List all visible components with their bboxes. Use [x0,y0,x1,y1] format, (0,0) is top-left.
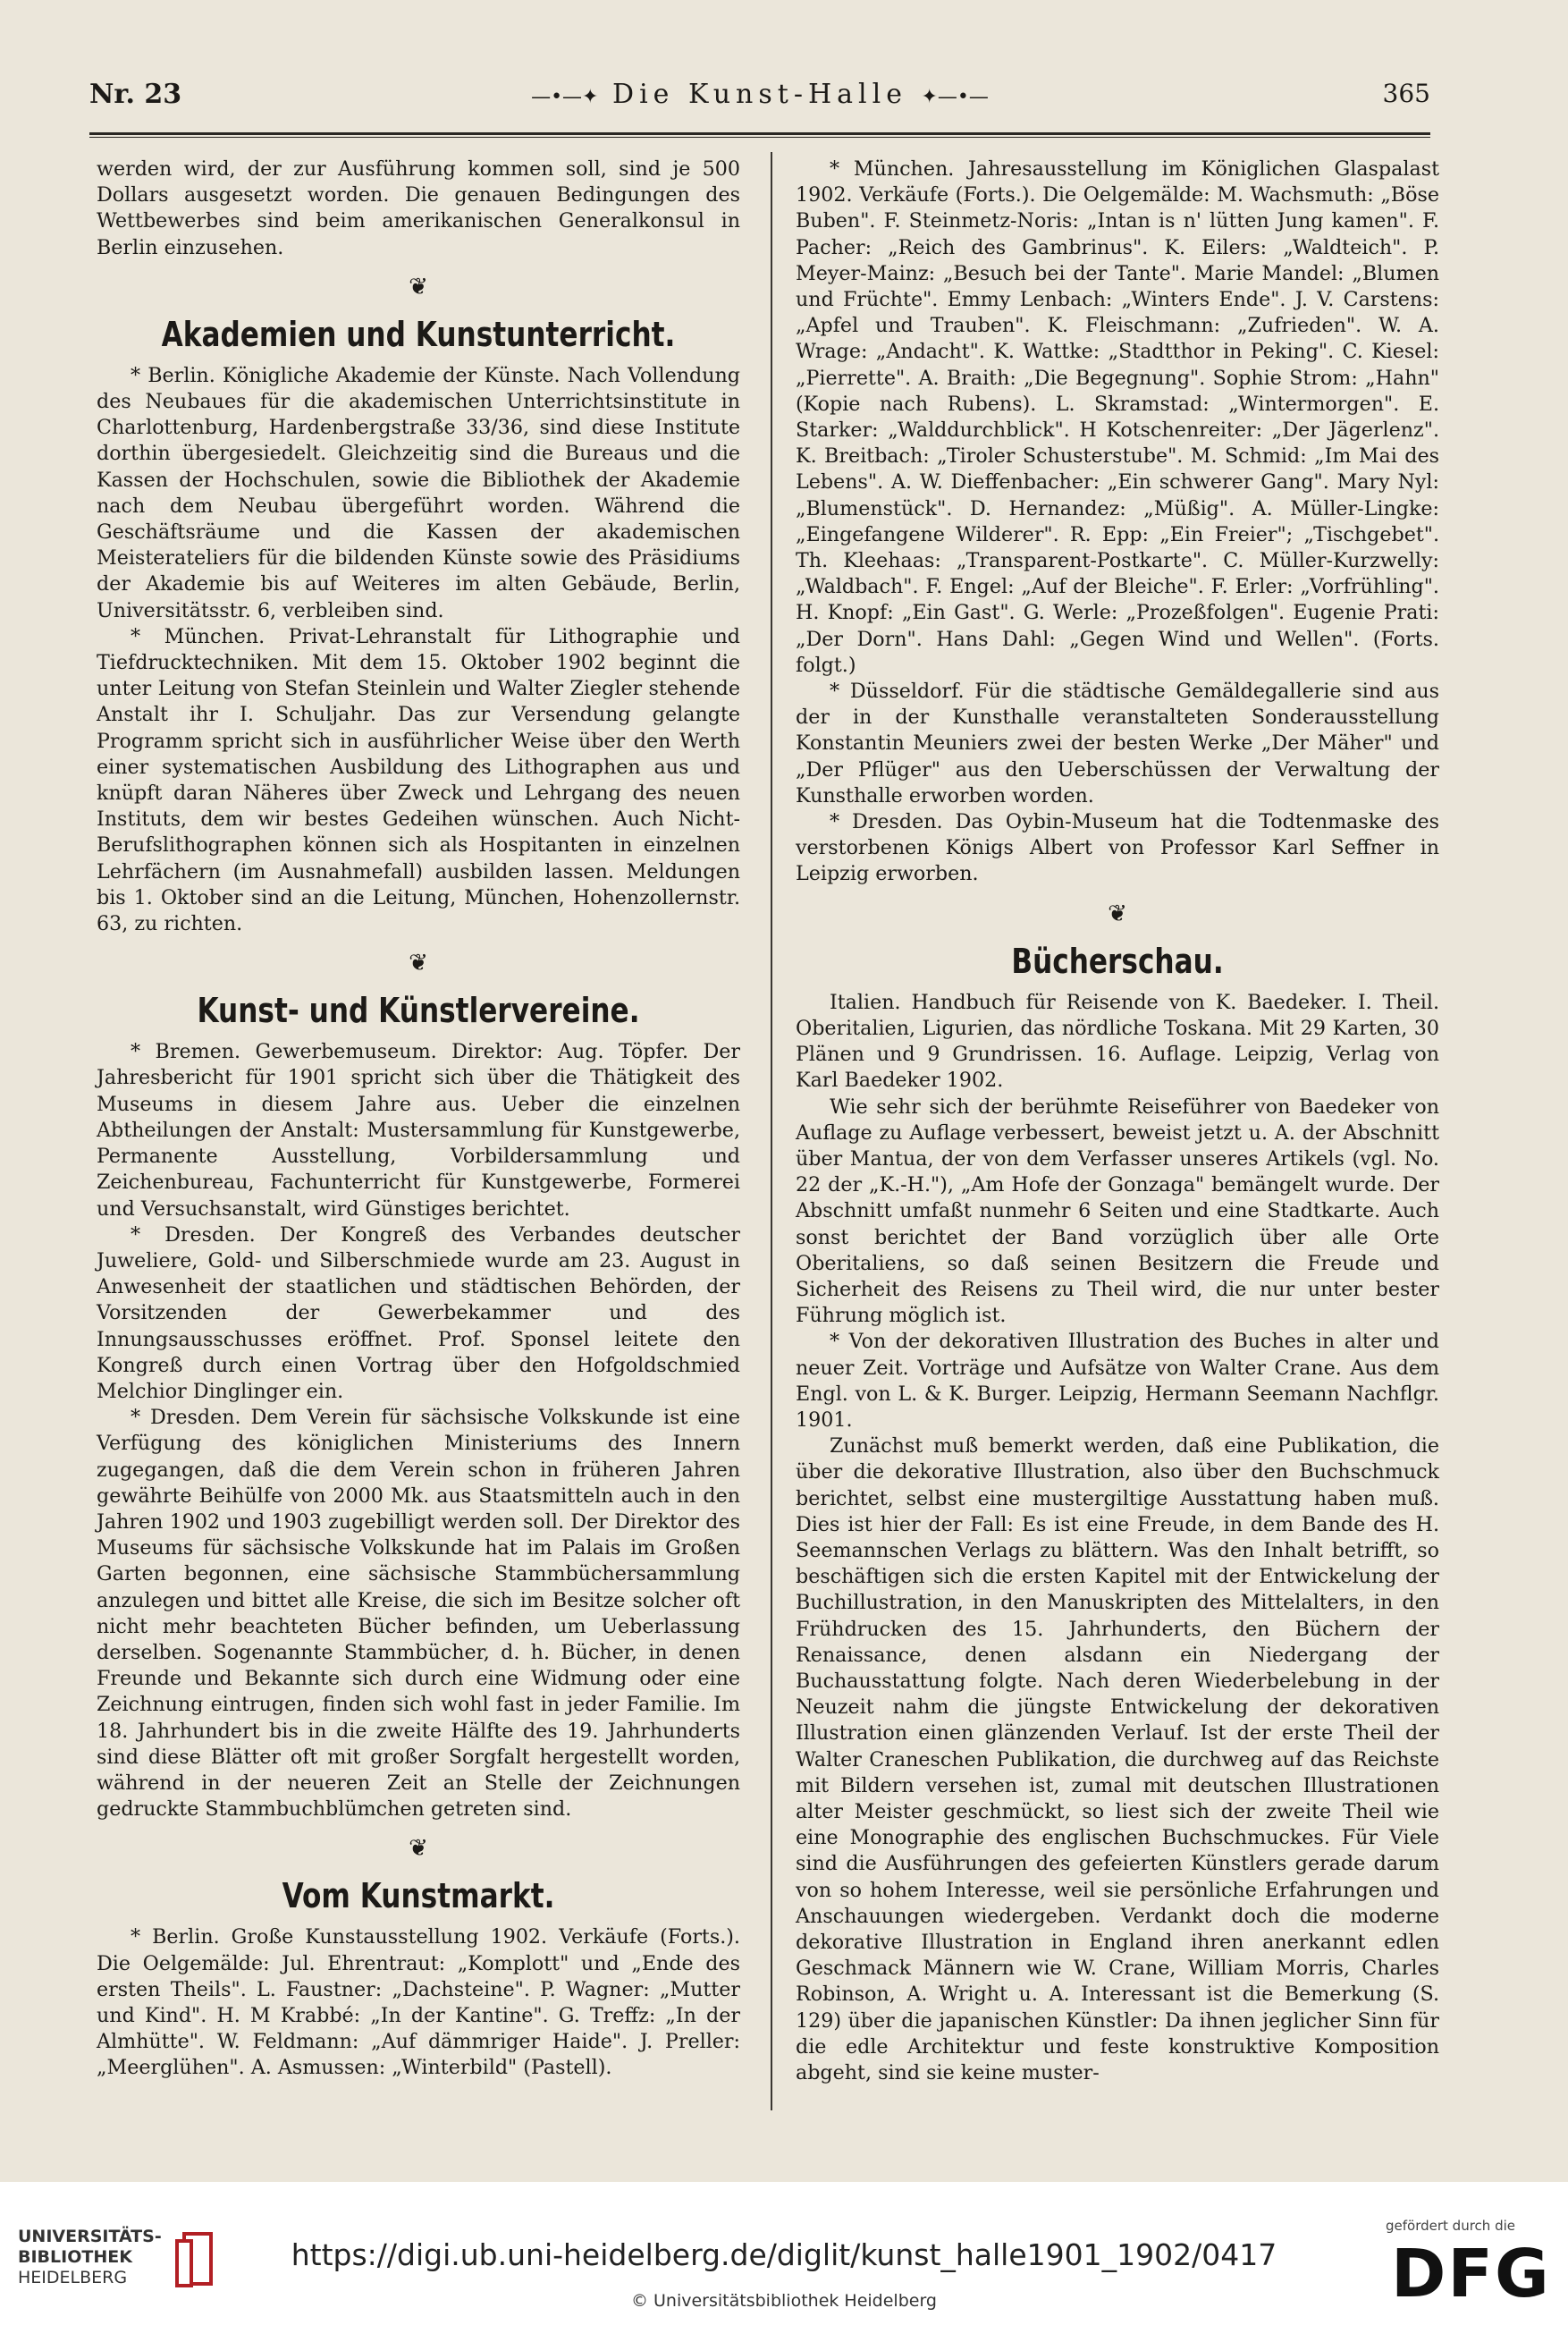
review-baedeker-title: Italien. Handbuch für Reisende von K. Baedeker. I. Theil. Oberitalien, Ligurien, das nördliche Toskana. Mit 29 Karten, 30 Plänen und 9 Grundrissen. 16. Auflage. Leipzig, Verlag von Karl Baedeker 1902. [796,990,1439,1093]
article-berlin-akademie: * Berlin. Königliche Akademie der Künste. Nach Vollendung des Neubaues für die akademischen Unterrichtsinstitute in Charlottenburg, Hardenbergstraße 33/36, sind diese Institute dorthin übergesiedelt. Gleichzeitig sind die Bureaus und die Kassen der Hochschulen, sowie die Bibliothek der Akademie nach dem Neubau übergeführt worden. Während die Geschäftsräume und die Kassen der akademischen Meisterateliers für die bildenden Künste sowie des Präsidiums der Akademie bis auf Weiteres im alten Gebäude, Berlin, Universitätsstr. 6, verbleiben sind. [97,363,740,622]
review-baedeker-body: Wie sehr sich der berühmte Reiseführer von Baedeker von Auflage zu Auflage verbessert, beweist jetzt u. A. der Abschnitt über Mantua, der von dem Verfasser unseres Artikels (vgl. No. 22 der „K.-H."), „Am Hofe der Gonzaga" bemängelt wurde. Der Abschnitt umfaßt nunmehr 6 Seiten und eine Stadtkarte. Auch sonst berichtet der Band vorzüglich über alle Orte Oberitaliens, so daß seinen Besitzern die Freude und Sicherheit des Reisens zu Theil wird, die nur unter bester Führung möglich ist. [796,1095,1439,1328]
copyright-notice: © Universitätsbibliothek Heidelberg [630,2291,937,2311]
right-ornament-icon: ✦—•— [921,86,989,108]
digitization-footer [0,2182,1568,2325]
fleuron-icon: ❦ [409,950,428,977]
article-duesseldorf: * Düsseldorf. Für die städtische Gemäldegallerie sind aus der in der Kunsthalle veranstalteten Sonderausstellung Konstantin Meuniers zwei der besten Werke „Der Mäher" und „Der Pflüger" aus den Ueberschüssen der Verwaltung der Kunsthalle erworben worden. [796,680,1439,807]
review-crane-body: Zunächst muß bemerkt werden, daß eine Publikation, die über die dekorative Illustration, also über den Buchschmuck berichtet, selbst eine mustergiltige Ausstattung haben muß. Dies ist hier der Fall: Es ist eine Freude, in dem Bande des H. Seemannschen Verlags zu blättern. Was den Inhalt betrifft, so beschäftigen sich die ersten Kapitel mit der Entwickelung der Buchillustration, in den Manuskripten des Mittelalters, in den Frühdrucken des 15. Jahrhunderts, den Büchern der Renaissance, denen alsdann ein Niedergang der Buchausstattung folgte. Nach deren Wiederbelebung in der Neuzeit nahm die jüngste Entwickelung der dekorativen Illustration einen glänzenden Verlauf. Ist der erste Theil der Walter Craneschen Publikation, die durchweg auf das Reichste mit Bildern versehen ist, zumal mit deutschen Illustrationen alter Meister geschmückt, so liest sich der zweite Theil wie eine Monographie des englischen Buchschmuckes. Für Viele sind die Ausführungen des gefeierten Künstlers gerade darum von so hohem Interesse, weil sie persönliche Erfahrungen und Anschauungen wiedergeben. Verdankt doch die moderne dekorative Illustration in England ihren anerkannt edlen Geschmack Männern wie W. Crane, William Morris, Charles Robinson, A. Wright u. A. Interessant ist die Bemerkung (S. 129) über die japanischen Künstler: Da ihnen jeglicher Sinn für die edle Architektur und feste konstruktive Komposition abgeht, sind sie keine muster- [796,1434,1439,2085]
right-column [796,156,1439,2086]
article-dresden-volkskunde: * Dresden. Dem Verein für sächsische Volkskunde ist eine Verfügung des königlichen Ministeriums des Innern zugegangen, daß die dem Verein schon in früheren Jahren gewährte Beihülfe von 2000 Mk. aus Staatsmitteln auch in den Jahren 1902 und 1903 zugebilligt werden soll. Der Direktor des Museums für sächsische Volkskunde hat im Palais im Großen Garten begonnen, eine sächsische Stammbüchersammlung anzulegen und bittet alle Kreise, die sich im Besitze solcher oft nicht mehr beachteten Bücher befinden, um Ueberlassung derselben. Sogenannte Stammbücher, d. h. Bücher, in denen Freunde und Bekannte sich durch eine Widmung oder eine Zeichnung eintrugen, finden sich wohl fast in jeder Familie. Im 18. Jahrhundert bis in die zweite Hälfte des 19. Jahrhunderts sind diese Blätter oft mit großer Sorgfalt hergestellt worden, während in der neueren Zeit an Stelle der Zeichnungen gedruckte Stammbuchblümchen getreten sind. [97,1406,740,1822]
fleuron-icon: ❦ [409,273,428,300]
fleuron-icon: ❦ [409,1835,428,1863]
running-title-block [89,79,1430,110]
library-name-line1: UNIVERSITÄTS- [18,2227,162,2246]
article-muenchen-lehranstalt: * München. Privat-Lehranstalt für Lithographie und Tiefdrucktechniken. Mit dem 15. Oktober 1902 beginnt die unter Leitung von Stefan Steinlein und Walter Ziegler stehende Anstalt ihr I. Schuljahr. Das zur Versendung gelangte Programm spricht sich in ausführlicher Weise über den Werth einer systematischen Ausbildung des Lithographen aus und knüpft daran Näheres über Zweck und Lehrgang des neuen Instituts, dem wir bestes Gedeihen wünschen. Auch Nicht-Berufslithographen können sich als Hospitanten in einzelnen Lehrfächern (im Ausnahmefall) ausbilden lassen. Meldungen bis 1. Oktober sind an die Leitung, München, Hohenzollernstr. 63, zu richten. [97,624,740,936]
permalink-url[interactable]: https://digi.ub.uni-heidelberg.de/diglit/kunst_halle1901_1902/0417 [291,2237,1277,2272]
column-divider [771,152,772,2110]
funded-by-label: gefördert durch die [1386,2218,1515,2234]
left-column [97,156,740,2082]
article-muenchen-jahresausstellung: * München. Jahresausstellung im Königlichen Glaspalast 1902. Verkäufe (Forts.). Die Oelgemälde: M. Wachsmuth: „Böse Buben". F. Steinmetz-Noris: „Intan is n' lütten Jung kamen". F. Pacher: „Reich des Gambrinus". K. Eilers: „Waldteich". P. Meyer-Mainz: „Besuch bei der Tante". Marie Mandel: „Blumen und Früchte". Emmy Lenbach: „Winters Ende". J. V. Carstens: „Apfel und Trauben". K. Fleischmann: „Zufrieden". W. A. Wrage: „Andacht". K. Wattke: „Stadtthor in Peking". C. Kiesel: „Pierrette". A. Braith: „Die Begegnung". Sophie Strom: „Hahn" (Kopie nach Rubens). L. Skramstad: „Wintermorgen". E. Starker: „Walddurchblick". H Kotschenreiter: „Der Jägerlenz". K. Breitbach: „Tiroler Schusterstube". M. Schmid: „Im Mai des Lebens". A. W. Dieffenbacher: „Ein schwerer Gang". Mary Nyl: „Blumenstück". D. Hernandez: „Müßig". A. Müller-Lingke: „Eingefangene Wilderer". R. Epp: „Ein Freier"; „Tischgebet". Th. Kleehaas: „Transparent-Postkarte". C. Müller-Kurzwelly: „Waldbach". F. Engel: „Auf der Bleiche". F. Erler: „Vorfrühling". H. Knopf: „Ein Gast". G. Werle: „Prozeßfolgen". Eugenie Prati: „Der Dorn". Hans Dahl: „Gegen Wind und Wellen". (Forts. folgt.) [796,157,1439,677]
header-rule [89,132,1430,135]
article-dresden-oybin: * Dresden. Das Oybin-Museum hat die Todtenmaske des verstorbenen Königs Albert von Professor Karl Seffner in Leipzig erworben. [796,810,1439,886]
article-dresden-kongress: * Dresden. Der Kongreß des Verbandes deutscher Juweliere, Gold- und Silberschmiede wurde am 23. August in Anwesenheit der staatlichen und städtischen Behörden, der Vorsitzenden der Gewerbekammer und des Innungsausschusses eröffnet. Prof. Sponsel leitete den Kongreß durch einen Vortrag über den Hofgoldschmied Melchior Dinglinger ein. [97,1222,740,1403]
page-number: 365 [1382,79,1430,108]
left-ornament-icon: —•—✦ [531,86,599,108]
header-rule-thin [89,137,1430,138]
library-name-line3: HEIDELBERG [18,2268,128,2287]
fleuron-icon: ❦ [1108,900,1127,927]
dfg-logo [1386,2218,1555,2316]
section-title-kunstvereine: Kunst- und Künstlervereine. [197,991,640,1031]
article-berlin-kunstausstellung: * Berlin. Große Kunstausstellung 1902. Verkäufe (Forts.). Die Oelgemälde: Jul. Ehrentraut: „Komplott" und „Ende des ersten Theils". L. Faustner: „Dachsteine". P. Wagner: „Mutter und Kind". H. M Krabbé: „In der Kantine". G. Treffz: „In der Almhütte". W. Feldmann: „Auf dämmriger Haide". J. Preller: „Meerglühen". A. Asmussen: „Winterbild" (Pastell). [97,1925,740,2080]
review-crane-title: * Von der dekorativen Illustration des Buches in alter und neuer Zeit. Vorträge und Aufsätze von Walter Crane. Aus dem Engl. von L. & K. Burger. Leipzig, Hermann Seemann Nachflgr. 1901. [796,1330,1439,1432]
intro-paragraph: werden wird, der zur Ausführung kommen soll, sind je 500 Dollars ausgesetzt worden. Die genauen Bedingungen des Wettbewerbes sind beim amerikanischen Generalkonsul in Berlin einzusehen. [97,157,740,259]
library-name-line2: BIBLIOTHEK [18,2247,132,2267]
section-title-kunstmarkt: Vom Kunstmarkt. [282,1876,555,1916]
issue-number: Nr. 23 [89,79,182,110]
article-bremen-gewerbemuseum: * Bremen. Gewerbemuseum. Direktor: Aug. Töpfer. Der Jahresbericht für 1901 spricht sich über die Thätigkeit des Museums in diesem Jahre aus. Ueber die einzelnen Abtheilungen der Anstalt: Mustersammlung für Kunstgewerbe, Permanente Ausstellung, Vorbildersammlung und Zeichenbureau, Fachunterricht für Kunstgewerbe, Formerei und Versuchsanstalt, wird Günstiges berichtet. [97,1040,740,1221]
running-title: Die Kunst-Halle [612,79,907,110]
section-title-buecherschau: Bücherschau. [1011,941,1224,981]
page-header [89,79,1430,123]
dfg-wordmark: DFG [1391,2236,1551,2312]
section-title-akademien: Akademien und Kunstunterricht. [161,314,676,354]
